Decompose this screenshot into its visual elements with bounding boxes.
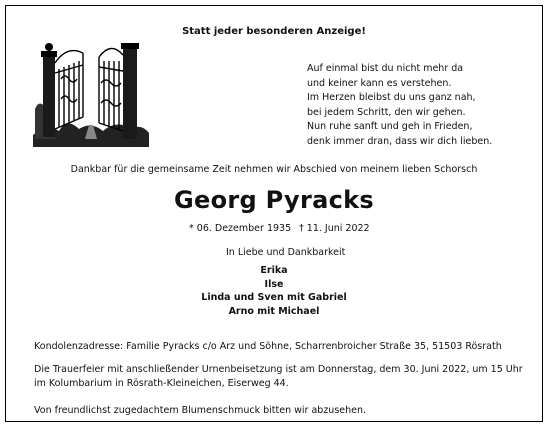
birth-date: * 06. Dezember 1935 xyxy=(189,223,292,234)
poem-line: Auf einmal bist du nicht mehr da xyxy=(307,63,464,74)
condolence-address: Kondolenzadresse: Familie Pyracks c/o Arz und Söhne, Scharrenbroicher Straße 35, 51503 Rösrath xyxy=(34,341,502,352)
mourners-list xyxy=(6,264,542,318)
notice-header: Statt jeder besonderen Anzeige! xyxy=(182,26,366,37)
poem-line: Nun ruhe sanft und geh in Frieden, xyxy=(307,121,473,132)
memorial-poem xyxy=(307,62,492,149)
poem-line: denk immer dran, dass wir dich lieben. xyxy=(307,135,493,147)
poem-line: Im Herzen bleibst du uns ganz nah, xyxy=(307,92,476,103)
intro-text: Dankbar für die gemeinsame Zeit nehmen wir Abschied von meinem lieben Schorsch xyxy=(70,164,478,175)
dedication-line: In Liebe und Dankbarkeit xyxy=(226,247,346,258)
mourner: Erika xyxy=(260,265,288,276)
flowers-note: Von freundlichst zugedachtem Blumenschmuck bitten wir abzusehen. xyxy=(34,405,367,416)
death-date: † 11. Juni 2022 xyxy=(299,223,370,234)
poem-line: und keiner kann es verstehen. xyxy=(307,77,452,89)
garden-gate-illustration xyxy=(33,39,149,147)
obituary-notice xyxy=(5,5,543,422)
deceased-name: Georg Pyracks xyxy=(174,186,374,214)
mourner: Ilse xyxy=(264,278,284,290)
mourner: Linda und Sven mit Gabriel xyxy=(201,292,347,303)
mourner: Arno mit Michael xyxy=(228,305,320,317)
funeral-details: Die Trauerfeier mit anschließender Urnenbeisetzung ist am Donnerstag, dem 30. Juni 2022, um 15 Uhr im Kolumbarium in Rösrath-Kleineichen, Eiserweg 44. xyxy=(34,364,523,389)
poem-line: bei jedem Schritt, den wir gehen. xyxy=(307,106,466,118)
